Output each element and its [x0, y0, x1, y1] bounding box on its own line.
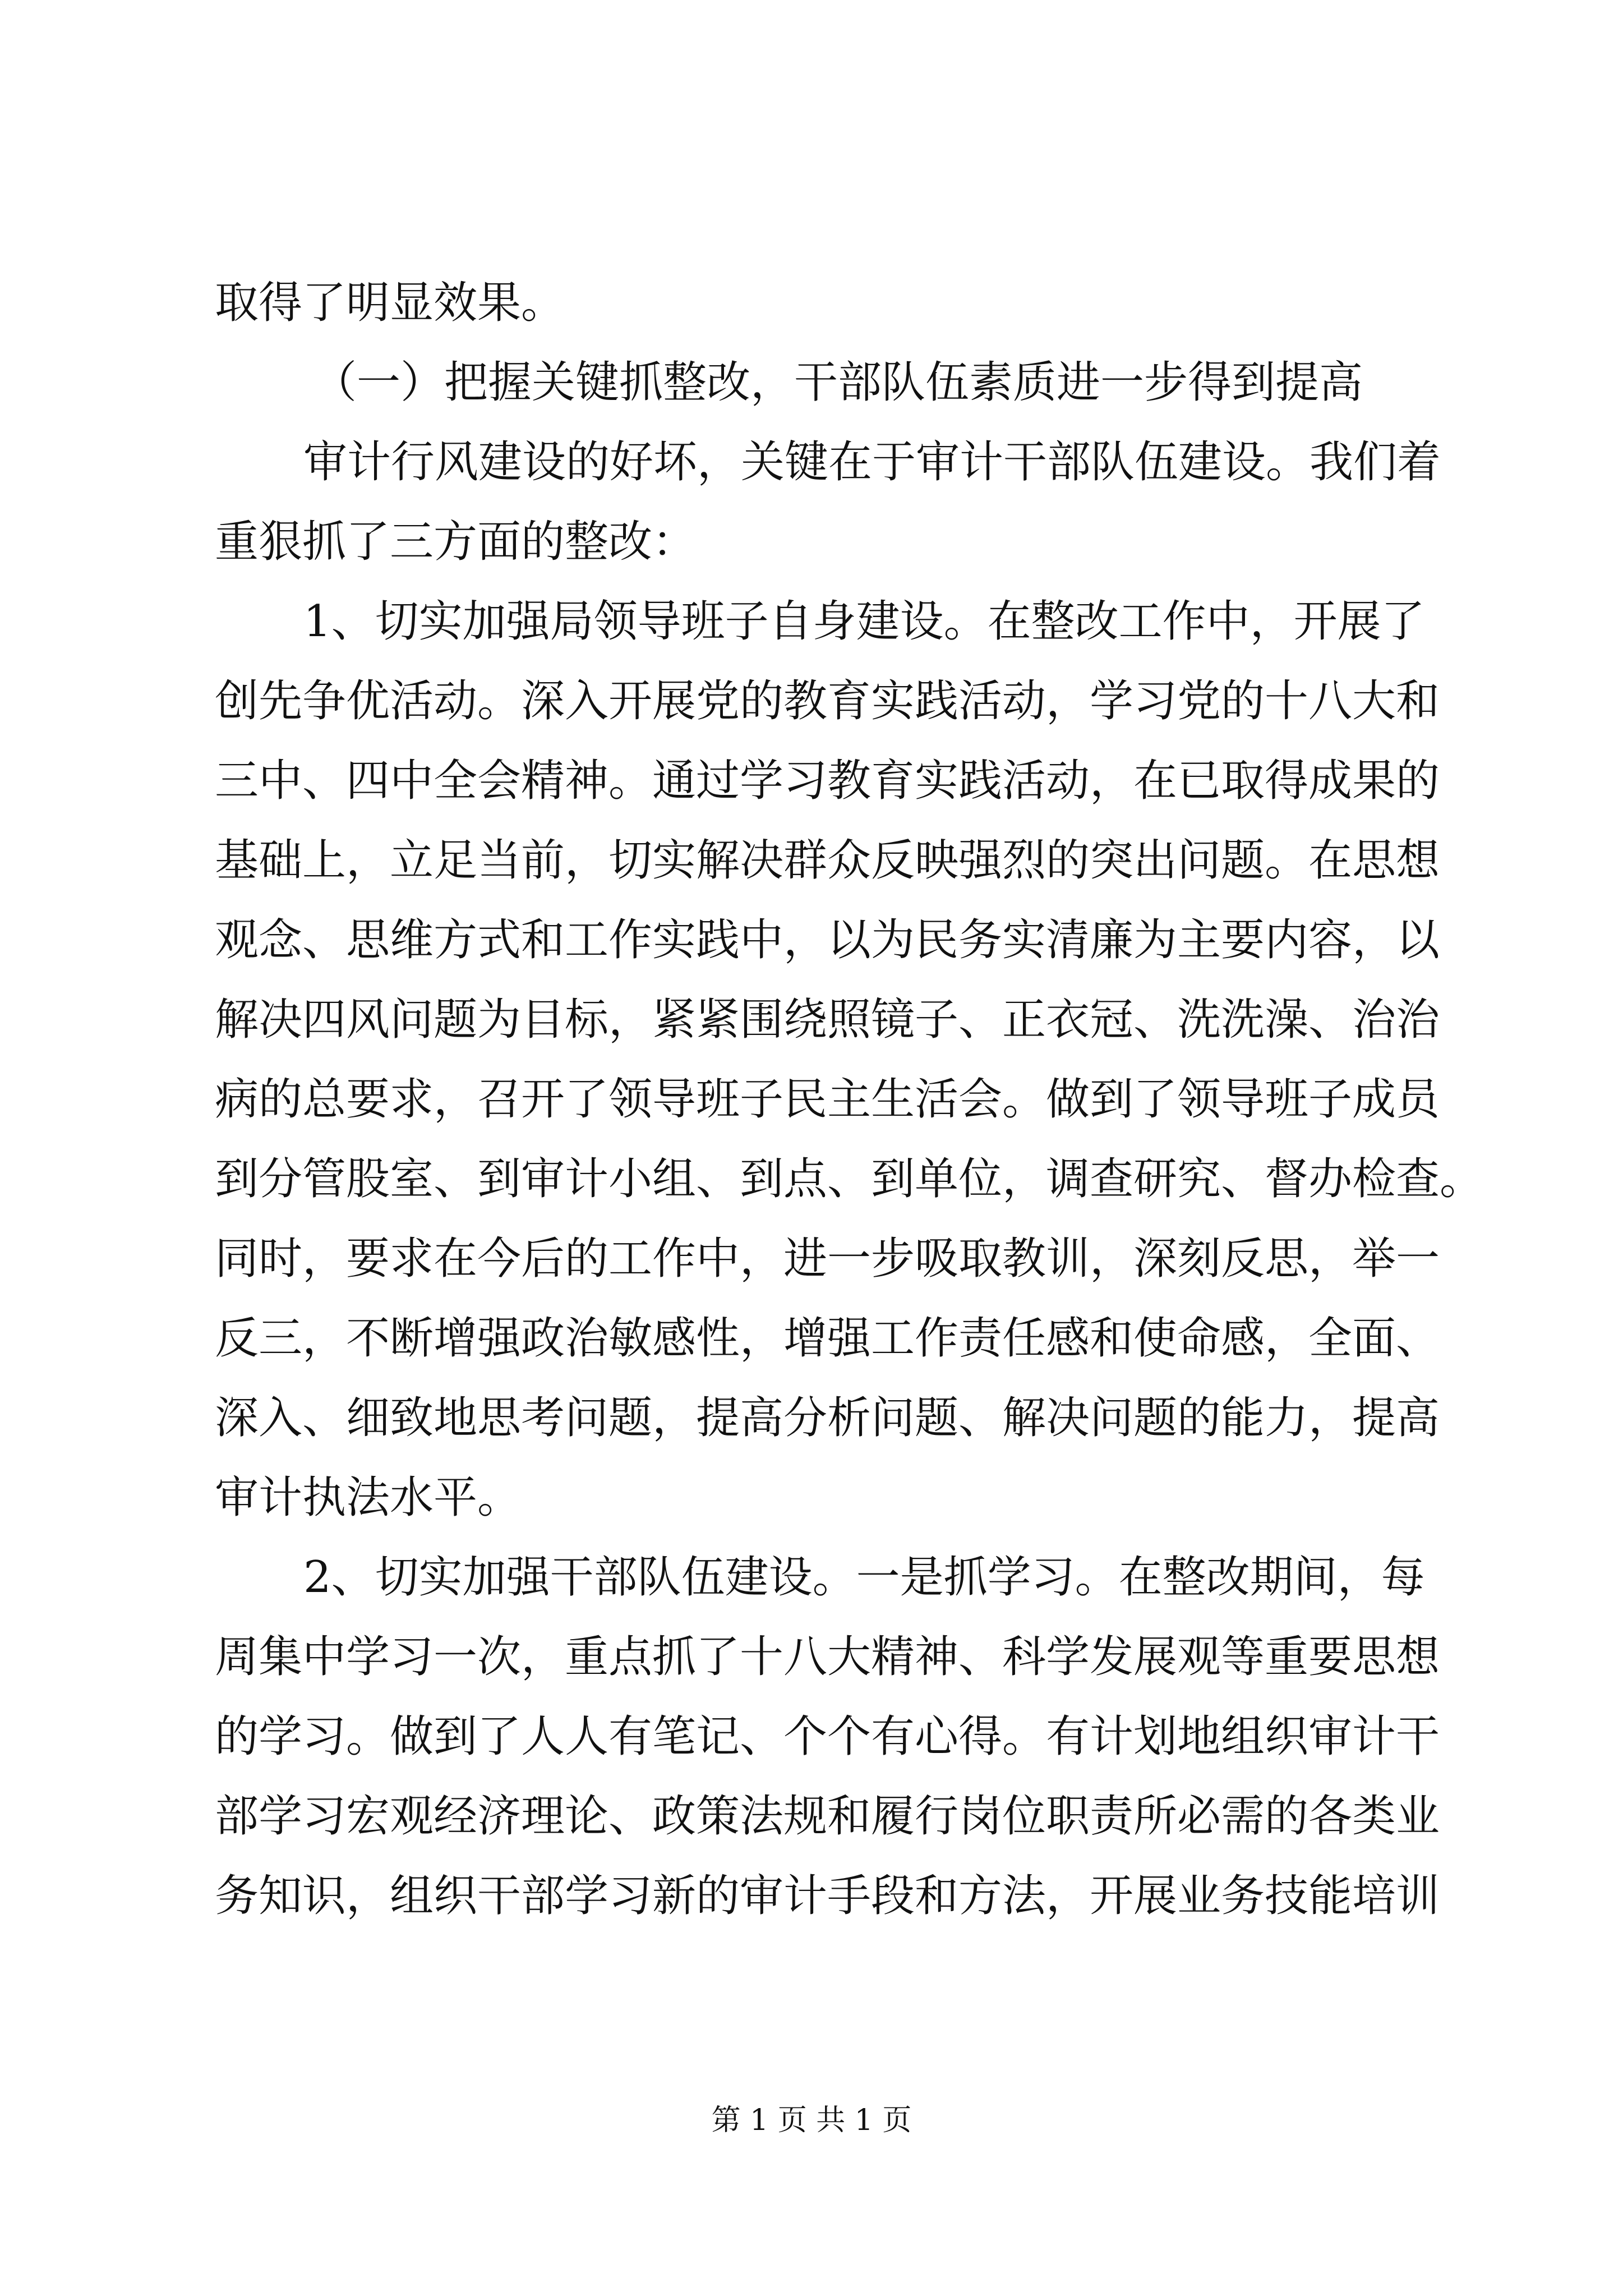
text-line: 同时，要求在今后的工作中，进一步吸取教训，深刻反思，举一 — [215, 1234, 1440, 1284]
text-line: 三中、四中全会精神。通过学习教育实践活动，在已取得成果的 — [215, 756, 1440, 806]
text-line: 病的总要求，召开了领导班子民主生活会。做到了领导班子成员 — [215, 1074, 1440, 1125]
text-line: 周集中学习一次，重点抓了十八大精神、科学发展观等重要思想 — [215, 1632, 1440, 1682]
text-line: 务知识，组织干部学习新的审计手段和方法，开展业务技能培训 — [215, 1871, 1440, 1921]
section-heading: （一）把握关键抓整改，干部队伍素质进一步得到提高 — [313, 357, 1363, 408]
text-line: 创先争优活动。深入开展党的教育实践活动，学习党的十八大和 — [215, 676, 1440, 726]
page-footer: 第 1 页 共 1 页 — [711, 2104, 912, 2137]
text-line: 重狠抓了三方面的整改： — [215, 517, 697, 567]
text-line: 反三，不断增强政治敏感性，增强工作责任感和使命感，全面、 — [215, 1313, 1440, 1364]
text-line: 深入、细致地思考问题，提高分析问题、解决问题的能力，提高 — [215, 1393, 1440, 1443]
text-line: 的学习。做到了人人有笔记、个个有心得。有计划地组织审计干 — [215, 1711, 1440, 1762]
text-line: 解决四风问题为目标，紧紧围绕照镜子、正衣冠、洗洗澡、治治 — [215, 995, 1440, 1045]
text-line: 审计执法水平。 — [215, 1473, 522, 1523]
text-line: 观念、思维方式和工作实践中，以为民务实清廉为主要内容，以 — [215, 915, 1440, 965]
text-line: 基础上，立足当前，切实解决群众反映强烈的突出问题。在思想 — [215, 835, 1440, 886]
text-line: 1、切实加强局领导班子自身建设。在整改工作中，开展了 — [303, 596, 1425, 647]
text-line: 取得了明显效果。 — [215, 278, 565, 328]
text-line: 部学习宏观经济理论、政策法规和履行岗位职责所必需的各类业 — [215, 1791, 1440, 1842]
text-line: 到分管股室、到审计小组、到点、到单位，调查研究、督办检查。 — [215, 1154, 1484, 1204]
text-line: 2、切实加强干部队伍建设。一是抓学习。在整改期间，每 — [303, 1552, 1425, 1603]
text-line: 审计行风建设的好坏，关键在于审计干部队伍建设。我们着 — [303, 437, 1441, 487]
